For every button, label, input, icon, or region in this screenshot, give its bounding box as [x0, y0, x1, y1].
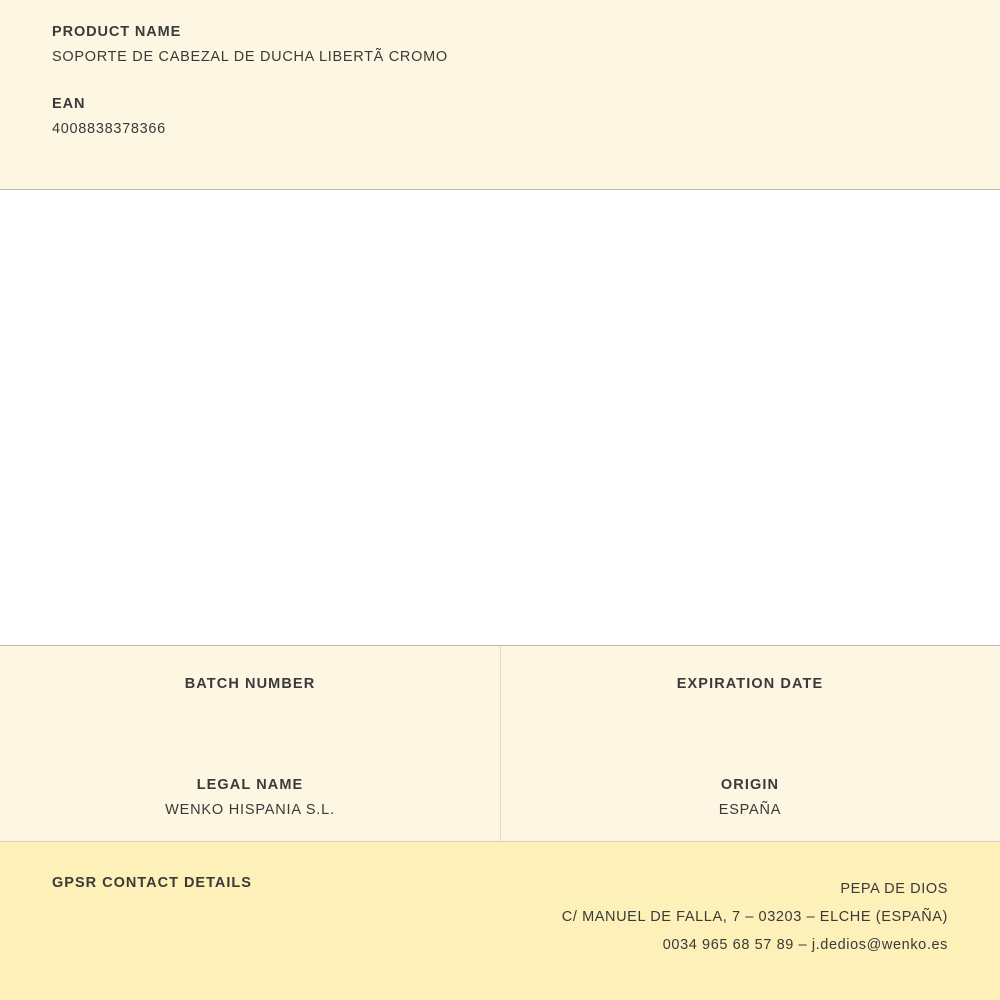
- batch-number-label: BATCH NUMBER: [184, 676, 316, 692]
- product-name-field: [52, 24, 1000, 65]
- origin-value: ESPAÑA: [718, 802, 782, 818]
- ean-value: 4008838378366: [52, 121, 166, 137]
- product-image-area: [0, 190, 1000, 646]
- ean-label: EAN: [52, 96, 86, 112]
- origin-label: ORIGIN: [720, 777, 780, 793]
- gpsr-footer: [0, 842, 1000, 1000]
- gpsr-contact-details-label: GPSR CONTACT DETAILS: [52, 875, 252, 891]
- gpsr-contact-address: C/ MANUEL DE FALLA, 7 – 03203 – ELCHE (ESPAÑA): [561, 909, 948, 925]
- header-section: [0, 0, 1000, 190]
- batch-number-cell: [0, 676, 500, 718]
- expiration-date-label: EXPIRATION DATE: [676, 676, 824, 692]
- gpsr-contact-block: [562, 875, 948, 959]
- gpsr-contact-name: PEPA DE DIOS: [840, 881, 948, 897]
- panel-vertical-divider: [500, 646, 501, 841]
- origin-cell: [500, 777, 1000, 819]
- product-name-label: PRODUCT NAME: [52, 24, 182, 40]
- gpsr-contact-phone-email: 0034 965 68 57 89 – j.dedios@wenko.es: [662, 937, 948, 953]
- expiration-date-value: [500, 701, 1000, 718]
- legal-name-cell: [0, 777, 500, 819]
- expiration-date-cell: [500, 676, 1000, 718]
- product-name-value: SOPORTE DE CABEZAL DE DUCHA LIBERTÃ CROMO: [52, 49, 448, 65]
- legal-name-label: LEGAL NAME: [196, 777, 304, 793]
- info-panel: [0, 646, 1000, 842]
- batch-number-value: [0, 701, 500, 718]
- ean-field: [52, 96, 1000, 137]
- legal-name-value: WENKO HISPANIA S.L.: [165, 802, 335, 818]
